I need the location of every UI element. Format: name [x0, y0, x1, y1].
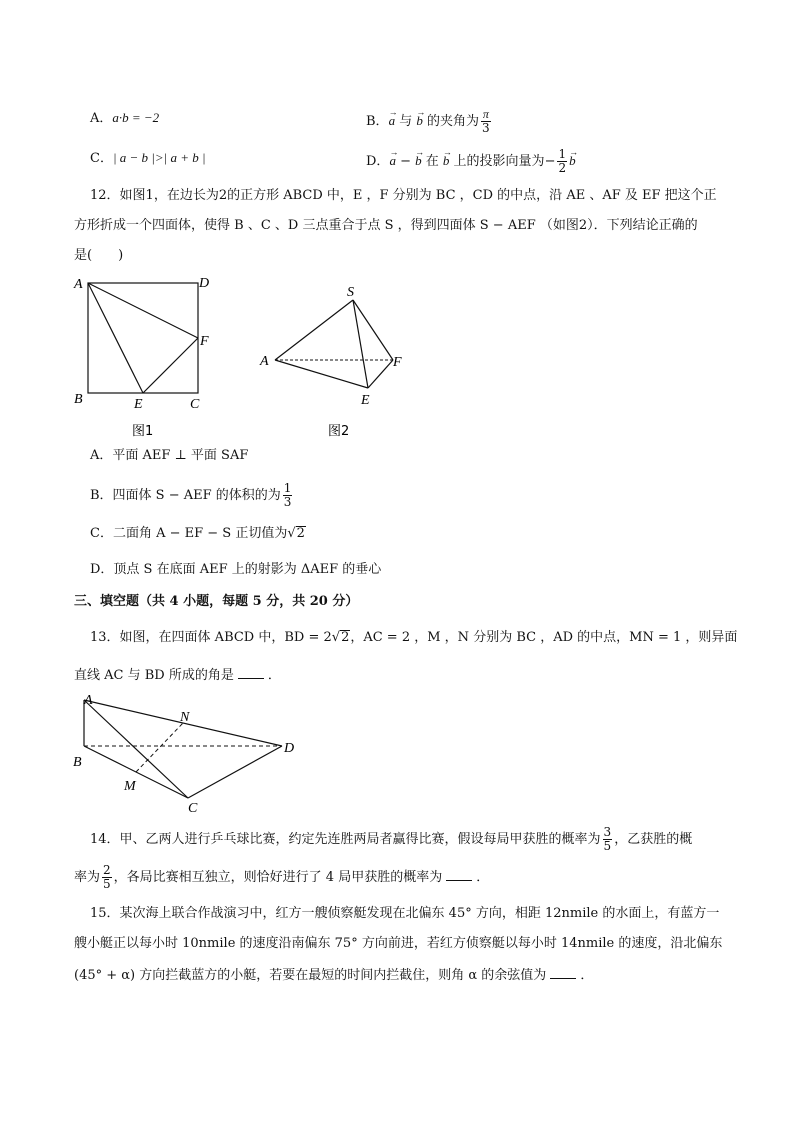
q12-figure-1: [70, 270, 220, 440]
q13-line-2: 直线 AC 与 BD 所成的角是 ．: [74, 664, 281, 686]
segment-ef: [368, 360, 393, 388]
q14-fraction-1: $\frac{3}{5}$: [603, 825, 612, 853]
label-a: A: [74, 277, 83, 292]
q12-option-a: A．平面 AEF ⊥ 平面 SAF: [90, 448, 249, 463]
segment-af: [88, 283, 198, 338]
q14-line-2: 率为 $\frac{2}{5}$ ，各局比赛相互独立，则恰好进行了 4 局甲获胜的概率为 ．: [74, 863, 490, 891]
q12-option-b-fraction: $\frac{1}{3}$: [283, 481, 292, 509]
q11-option-c-expr: | a − b |>| a + b |: [112, 150, 206, 165]
q11-option-d-fraction: $\frac{1}{2}$: [558, 147, 567, 175]
label-e: E: [134, 397, 143, 412]
q13-answer-blank[interactable]: [238, 664, 264, 679]
segment-ae: [88, 283, 143, 393]
q12-line-2: 方形折成一个四面体，使得 B 、C 、D 三点重合于点 S ，得到四面体 S − AEF （如图2）．下列结论正确的: [74, 218, 698, 233]
segment-ae: [275, 360, 368, 388]
square-abcd: [88, 283, 198, 393]
q15-answer-blank[interactable]: [550, 964, 576, 979]
q12-figure-2: [255, 280, 415, 440]
q15-line-1: 15．某次海上联合作战演习中，红方一艘侦察艇发现在北偏东 45° 方向，相距 12nmile 的水面上，有蓝方一: [90, 906, 720, 921]
segment-ef: [143, 338, 198, 393]
label-m: M: [124, 779, 136, 794]
q12-line-3: 是( ): [74, 248, 124, 263]
q13-figure: [70, 688, 310, 818]
label-f: F: [393, 355, 402, 370]
label-a: A: [260, 354, 269, 369]
segment-se: [353, 300, 368, 388]
q12-option-b: B．四面体 S − AEF 的体积的为 $\frac{1}{3}$: [90, 481, 292, 509]
q15-line-2: 艘小艇正以每小时 10nmile 的速度沿南偏东 75° 方向前进，若红方侦察艇以每小时 14nmile 的速度，沿北偏东: [74, 936, 723, 951]
q11-option-b: B．→ a 与 → b 的夹角为 $\frac{\pi}{3}$: [366, 108, 493, 135]
label-d: D: [199, 276, 210, 291]
q12-line-1: 12．如图1，在边长为2的正方形 ABCD 中，E ，F 分别为 BC ，CD 的中点，沿 AE 、AF 及 EF 把这个正: [90, 188, 717, 203]
label-c: C: [188, 801, 198, 816]
q11-option-a-expr: a·b = −2: [112, 110, 160, 125]
label-b: B: [73, 755, 82, 770]
q11-option-b-fraction: $\frac{\pi}{3}$: [482, 107, 490, 135]
q12-option-d: D．顶点 S 在底面 AEF 上的射影为 ΔAEF 的垂心: [90, 562, 382, 577]
label-n: N: [180, 710, 190, 725]
q11-option-c: C．| a − b |>| a + b |: [90, 150, 206, 166]
label-d: D: [284, 741, 295, 756]
label-b: B: [74, 392, 83, 407]
q14-answer-blank[interactable]: [446, 866, 472, 881]
q13-line-1: 13．如图，在四面体 ABCD 中，BD = 2√2，AC = 2 ，M ，N 分别为 BC ，AD 的中点，MN = 1 ，则异面: [90, 630, 738, 645]
q11-option-a: A．a·b = −2: [90, 110, 160, 126]
figure-1-caption: 图1: [132, 424, 154, 439]
label-f: F: [200, 334, 209, 349]
figure-2-caption: 图2: [328, 424, 350, 439]
label-c: C: [190, 397, 200, 412]
segment-sf: [353, 300, 393, 360]
label-a: A: [84, 693, 93, 708]
label-s: S: [347, 285, 354, 300]
q14-fraction-2: $\frac{2}{5}$: [103, 863, 111, 891]
section-3-heading: 三、填空题（共 4 小题，每题 5 分，共 20 分）: [74, 594, 359, 609]
q12-option-c: C．二面角 A − EF − S 正切值为√2: [90, 526, 305, 541]
label-e: E: [361, 393, 370, 408]
segment-ac: [84, 700, 188, 798]
q14-line-1: 14．甲、乙两人进行乒乓球比赛，约定先连胜两局者赢得比赛，假设每局甲获胜的概率为 $\frac{3}{5}$ ，乙获胜的概: [90, 825, 693, 853]
q11-option-d: D．→ a − → b 在 → b 上的投影向量为− $\frac{1}{2}$ → b: [366, 148, 576, 175]
segment-sa: [275, 300, 353, 360]
q15-line-3: (45° + α) 方向拦截蓝方的小艇，若要在最短的时间内拦截住，则角 α 的余弦值为 ．: [74, 964, 593, 986]
segment-cd: [188, 746, 282, 798]
segment-mn-hidden: [136, 723, 183, 772]
